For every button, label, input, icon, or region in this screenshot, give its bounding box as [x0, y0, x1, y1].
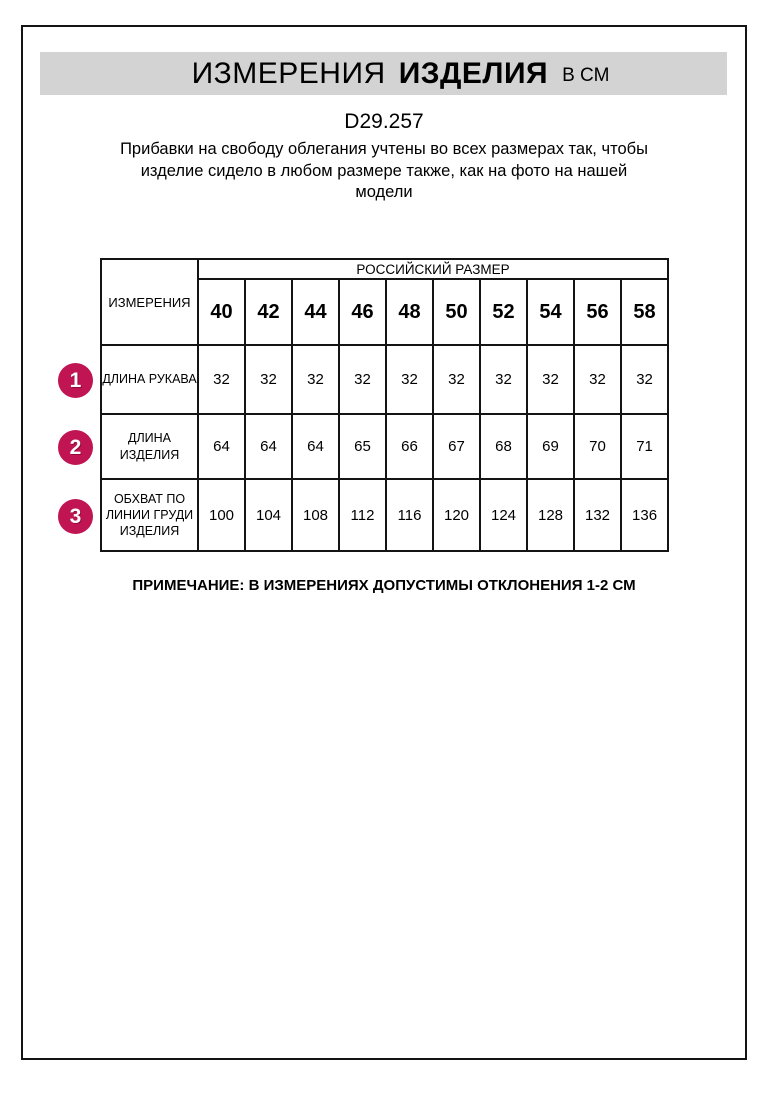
- measurement-value: 32: [245, 345, 292, 414]
- fit-description-line: изделие сидело в любом размере также, как на фото на нашей: [140, 161, 628, 180]
- measurements-table: [100, 258, 669, 552]
- measurement-value: 68: [480, 414, 527, 479]
- measurement-value: 116: [386, 479, 433, 551]
- size-col-header: 56: [574, 279, 621, 345]
- page-title-emphasis: ИЗДЕЛИЯ: [398, 56, 549, 90]
- measurement-value: 32: [198, 345, 245, 414]
- measurement-value: 32: [527, 345, 574, 414]
- group-header-row: [101, 259, 668, 279]
- row-number-badge-2: 2: [58, 430, 93, 465]
- fit-description-line: Прибавки на свободу облегания учтены во всех размерах так, чтобы: [120, 140, 648, 158]
- measurement-value: 100: [198, 479, 245, 551]
- measurement-value: 32: [433, 345, 480, 414]
- measurement-value: 32: [480, 345, 527, 414]
- measurement-value: 65: [339, 414, 386, 479]
- measurement-row: [101, 479, 668, 551]
- measurement-row: [101, 414, 668, 479]
- size-col-header: 50: [433, 279, 480, 345]
- fit-description-line: модели: [355, 183, 413, 201]
- measurement-value: 112: [339, 479, 386, 551]
- size-col-header: 58: [621, 279, 668, 345]
- measurement-value: 69: [527, 414, 574, 479]
- size-col-header: 42: [245, 279, 292, 345]
- fit-description: [21, 139, 747, 204]
- measurement-value: 32: [621, 345, 668, 414]
- measurement-value: 70: [574, 414, 621, 479]
- measurement-value: 66: [386, 414, 433, 479]
- size-col-header: 48: [386, 279, 433, 345]
- measurement-label: ДЛИНА РУКАВА: [101, 345, 198, 414]
- page-title-unit: В СМ: [562, 64, 610, 86]
- row-number-badge-1: 1: [58, 363, 93, 398]
- measurement-value: 32: [292, 345, 339, 414]
- measurement-row: [101, 345, 668, 414]
- size-group-header: РОССИЙСКИЙ РАЗМЕР: [198, 259, 668, 279]
- measurement-value: 132: [574, 479, 621, 551]
- page-title-main: ИЗМЕРЕНИЯ: [191, 56, 386, 90]
- measurement-value: 108: [292, 479, 339, 551]
- tolerance-note: ПРИМЕЧАНИЕ: В ИЗМЕРЕНИЯХ ДОПУСТИМЫ ОТКЛОНЕНИЯ 1-2 СМ: [132, 577, 636, 594]
- measurement-value: 71: [621, 414, 668, 479]
- measurement-value: 32: [386, 345, 433, 414]
- measurement-value: 128: [527, 479, 574, 551]
- measurement-value: 124: [480, 479, 527, 551]
- measurements-column-header: ИЗМЕРЕНИЯ: [101, 259, 198, 345]
- measurement-value: 64: [245, 414, 292, 479]
- row-number-badge-3: 3: [58, 499, 93, 534]
- measurement-value: 64: [198, 414, 245, 479]
- article-code: D29.257: [344, 110, 424, 133]
- measurement-label: ОБХВАТ ПО ЛИНИИ ГРУДИ ИЗДЕЛИЯ: [101, 479, 198, 551]
- measurement-value: 136: [621, 479, 668, 551]
- measurement-value: 120: [433, 479, 480, 551]
- size-col-header: 40: [198, 279, 245, 345]
- size-col-header: 46: [339, 279, 386, 345]
- size-col-header: 44: [292, 279, 339, 345]
- title-band: [40, 52, 727, 95]
- measurement-value: 67: [433, 414, 480, 479]
- measurement-value: 32: [574, 345, 621, 414]
- size-col-header: 54: [527, 279, 574, 345]
- measurement-label: ДЛИНА ИЗДЕЛИЯ: [101, 414, 198, 479]
- measurement-value: 32: [339, 345, 386, 414]
- size-col-header: 52: [480, 279, 527, 345]
- measurement-value: 64: [292, 414, 339, 479]
- measurement-value: 104: [245, 479, 292, 551]
